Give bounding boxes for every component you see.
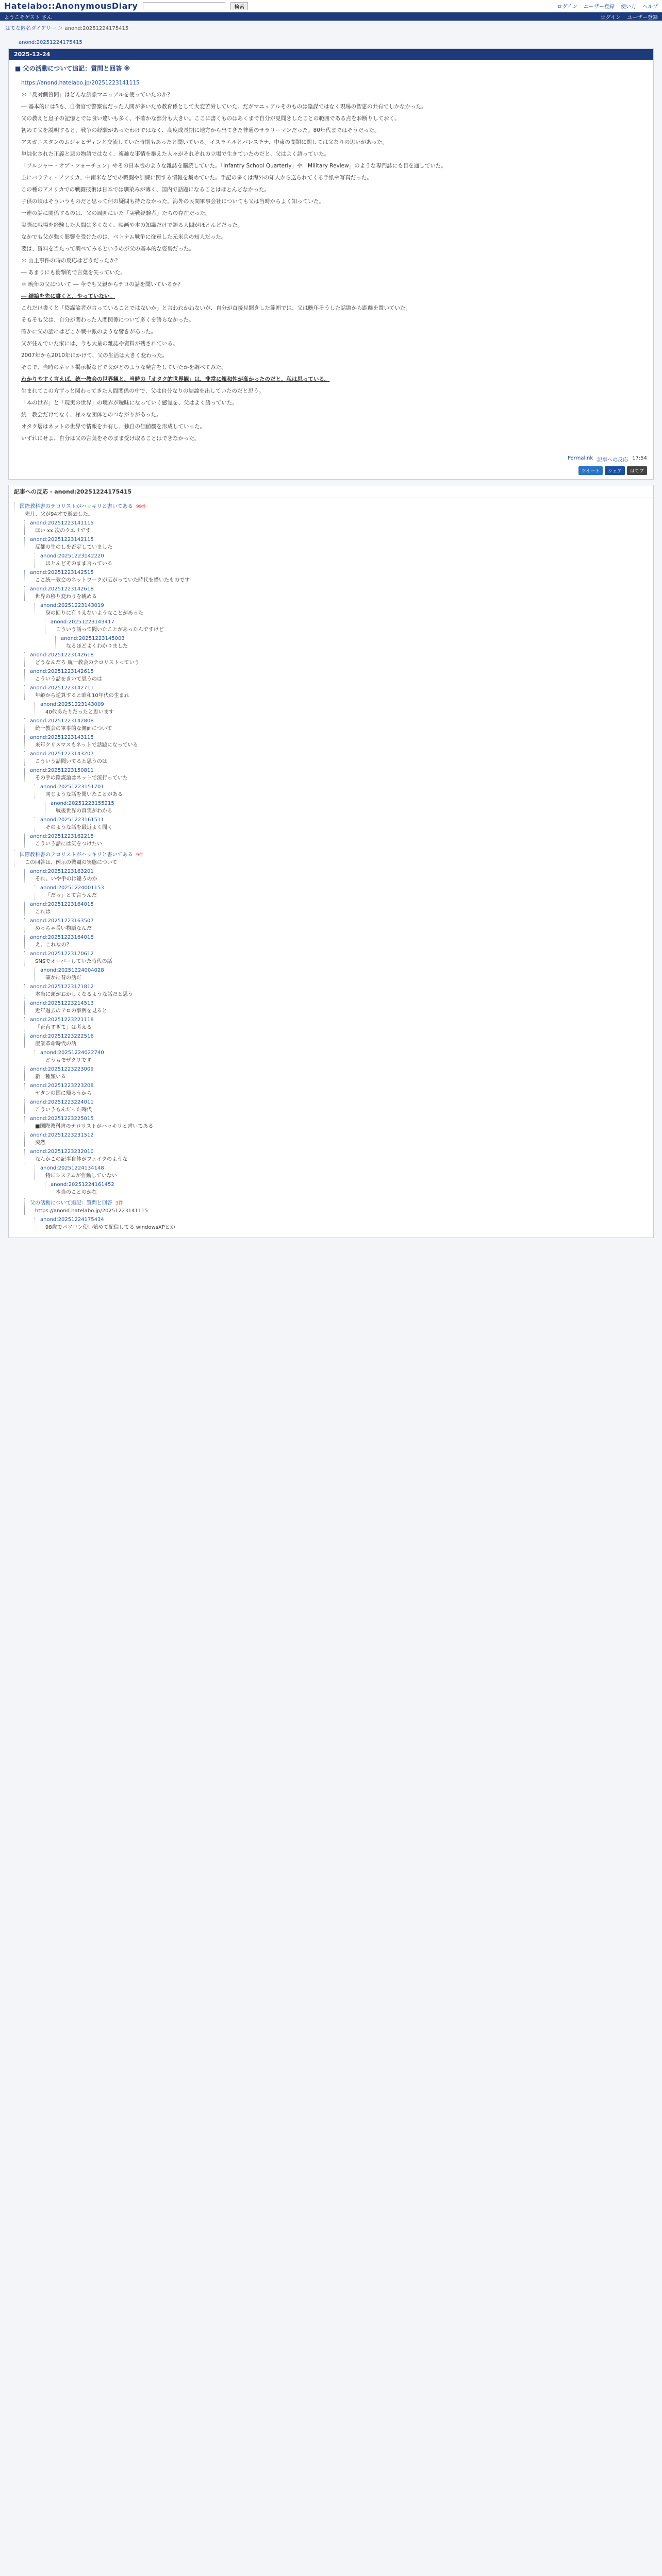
reaction-header	[30, 735, 648, 740]
entry-paragraph: ＊「反対側質問」はどんな訴訟マニュアルを使っていたのか？	[21, 92, 173, 98]
reaction-item	[35, 1050, 648, 1064]
reaction-text: 先月、父が94才で逝去した。	[25, 512, 93, 517]
entry-paragraph: 「本の世界」と「現実の世界」の境界が曖昧になっていく感覚を、父はよく語っていた。	[21, 400, 238, 406]
reaction-text: 同じような話を聞いたことがある	[45, 792, 123, 798]
entry-paragraph: オタク層はネットの世界で情報を共有し、独自の価値観を形成していった。	[21, 423, 205, 430]
entry-paragraph: 主にバラティ・アフリカ、中南米などでの戦闘や訓練に関する情報を集めていた。手記の多くは海外の知人から送られてくる手紙や写真だった。	[21, 175, 372, 181]
reaction-text: 近年過去のテロの事例を見ると	[35, 1008, 107, 1014]
top-nav	[557, 2, 658, 10]
reaction-link[interactable]: anond:20251223145003	[61, 636, 125, 641]
entry-paragraph: 初めて父を説明すると、戦争の経験があったわけではなく、高度成長期に地方から出てきた普通のサラリーマンだった。80年代まではそうだった。	[21, 127, 380, 133]
reaction-link[interactable]: anond:20251223161511	[40, 817, 104, 823]
entry-paragraph[interactable]: https://anond.hatelabo.jp/20251223141115	[21, 80, 140, 86]
reaction-link[interactable]: anond:20251223143019	[40, 603, 104, 608]
reaction-text: え、これなの？	[35, 942, 72, 948]
reaction-text: 98歳でパソコン使い始めて配信してる windowsXPとか	[45, 1225, 175, 1230]
reaction-text: 本当に頭がおかしくなるような話だと思う	[35, 992, 133, 997]
reaction-link[interactable]: anond:20251223143207	[30, 751, 94, 757]
reaction-item	[24, 570, 648, 584]
reaction-link[interactable]: anond:20251223141115	[30, 520, 94, 526]
reaction-item	[45, 801, 648, 815]
nav-help[interactable]: ヘルプ	[642, 4, 658, 10]
reaction-text: 「だっ」とて言うんだ	[45, 893, 97, 899]
breadcrumb-root[interactable]: はてな匿名ダイアリー	[5, 26, 57, 31]
reaction-text: 統一教会の軍事的な側面について	[35, 726, 112, 732]
reaction-link[interactable]: 国際教科書のテロリストがハッキリと書いてある	[20, 504, 133, 510]
entry-paragraph: 父が住んでいた家には、今も大量の雑誌や資料が残されている。	[21, 341, 178, 347]
reaction-text: ほい xx 次のクエリです	[35, 528, 91, 534]
permalink[interactable]: Permalink	[567, 455, 593, 461]
breadcrumb-sep: ＞	[58, 26, 63, 31]
reaction-text: SNSでオーバーしていた時代の話	[35, 959, 112, 964]
reaction-link[interactable]: anond:20251223142515	[30, 570, 94, 575]
reaction-text: 産業革命時代の話	[35, 1041, 76, 1047]
reaction-text: ほとんどそのまま言っている	[45, 561, 112, 567]
day-link[interactable]: anond:20251224175415	[19, 40, 82, 45]
reaction-header	[30, 1033, 648, 1039]
reaction-text: こういうもんだった時代	[35, 1107, 92, 1113]
reaction-text: どうなんだろ 統一教会のテロリストっていう	[35, 660, 140, 666]
reaction-item	[35, 784, 648, 799]
reaction-header	[20, 850, 648, 858]
reaction-header	[30, 951, 648, 957]
reaction-link[interactable]: anond:20251224001153	[40, 885, 104, 891]
reaction-text: 特にシステムが作動していない	[45, 1173, 117, 1179]
reaction-header	[30, 918, 648, 924]
reaction-text: どうもモザクリです	[45, 1058, 92, 1063]
reaction-item	[35, 1217, 648, 1231]
reaction-item	[24, 935, 648, 949]
reaction-item	[24, 1198, 648, 1215]
reaction-text: 確かに昔の話だ	[45, 975, 81, 981]
reaction-link[interactable]: anond:20251223151701	[40, 784, 104, 790]
reaction-link[interactable]: anond:20251223164015	[30, 902, 94, 907]
reaction-header	[40, 702, 648, 707]
reaction-item	[24, 951, 648, 965]
entry-paragraph: ― 結論を先に書くと、やっていない。	[21, 293, 115, 299]
reaction-item	[24, 1099, 648, 1114]
entry-paragraph: アスガニスタンのムジャヒディンと交流していた時期もあったと聞いている。イスラエルとパレスチナ、中東の問題に関しては父なりの思いがあった。	[21, 139, 388, 145]
entry-paragraph: なかでも父が強く影響を受けたのは、ベトナム戦争に従軍した元米兵の知人だった。	[21, 234, 227, 240]
reaction-text: ■国際教科書のテロリストがハッキリと書いてある	[35, 1124, 154, 1129]
reaction-header	[30, 1001, 648, 1006]
reaction-link[interactable]: 父の活動について追記：質問と回答	[30, 1200, 112, 1206]
reaction-item	[24, 1001, 648, 1015]
entry-paragraph: 一連の話に関係するのは、父の周囲にいた「実戦経験者」たちの存在だった。	[21, 210, 211, 216]
reaction-header	[30, 537, 648, 543]
entry-paragraph: 単純化された正義と悪の物語ではなく、複雑な事情を抱えた人々がそれぞれの立場で生きていたのだと、父はよく語っていた。	[21, 151, 330, 157]
reaction-link[interactable]: anond:20251223224011	[30, 1099, 94, 1105]
facebook-share-button[interactable]: シェア	[605, 466, 625, 475]
reaction-count-badge: 9件	[136, 853, 144, 858]
reaction-header	[30, 1116, 648, 1122]
reaction-item	[24, 1017, 648, 1031]
entry-paragraph: いずれにせよ、自分は父の言葉をそのまま受け取ることはできなかった。	[21, 435, 200, 442]
reaction-text: 新一種類いる	[35, 1074, 66, 1080]
reaction-item	[24, 834, 648, 848]
sub-register[interactable]: ユーザー登録	[627, 14, 658, 21]
reaction-item	[35, 885, 648, 900]
reaction-link[interactable]: anond:20251223143009	[40, 702, 104, 707]
reaction-link[interactable]: anond:20251223143115	[30, 735, 94, 740]
nav-howto[interactable]: 使い方	[621, 4, 636, 10]
reaction-item	[24, 669, 648, 683]
reaction-link[interactable]: anond:20251223171812	[30, 984, 94, 990]
reaction-text: こういう話って聞いたことがあったんですけど	[56, 627, 164, 633]
reaction-link[interactable]: anond:20251223222516	[30, 1033, 94, 1039]
reaction-link[interactable]: 国際教科書のテロリストがハッキリと書いてある	[20, 852, 133, 858]
reaction-link[interactable]: anond:20251223150811	[30, 768, 94, 773]
reaction-item	[24, 685, 648, 700]
reaction-header	[30, 570, 648, 575]
reaction-header	[51, 1182, 648, 1188]
reaction-header	[30, 935, 648, 940]
reaction-link[interactable]: anond:20251223142618	[30, 586, 94, 592]
reaction-item	[14, 850, 648, 867]
reaction-header	[30, 1132, 648, 1138]
nav-login[interactable]: ログイン	[557, 4, 577, 10]
reaction-count-badge: 3件	[115, 1201, 123, 1206]
reaction-text: 身の回りに有りえないようなことがあった	[45, 611, 143, 616]
entry-body	[9, 77, 653, 452]
entry-paragraph: ― 基本的にはSも、自衛官で警察官だった人間が多いため教育係として大変苦労していた。だがマニュアルそのものは陰謀ではなく現場の智恵の共有でしかなかった。	[21, 104, 427, 110]
entry-title[interactable]: ■ 父の活動について追記：質問と回答 ※	[15, 65, 130, 72]
entry-paragraph: 実際に戦場を経験した人間は多くなく、映画や本の知識だけで語る人間がほとんどだった。	[21, 222, 243, 228]
reaction-header	[30, 1149, 648, 1155]
reaction-header	[30, 685, 648, 691]
reaction-header	[30, 1099, 648, 1105]
reaction-item	[35, 702, 648, 716]
reaction-text: 40代あたりだったと思います	[45, 709, 114, 715]
reaction-item	[24, 751, 648, 766]
reaction-header	[40, 968, 648, 973]
reaction-link[interactable]: anond:20251223232010	[30, 1149, 94, 1155]
reaction-link[interactable]: anond:20251224022740	[40, 1050, 104, 1056]
reaction-header	[40, 784, 648, 790]
reaction-text: ここ統一教会のネットワークが広がっていた時代を描いたものです	[35, 578, 190, 583]
reaction-header	[30, 586, 648, 592]
reaction-item	[24, 1033, 648, 1048]
entry-paragraph: そもそも父は、自分が関わった人間関係について多くを語らなかった。	[21, 317, 194, 323]
entry-paragraph: 父の教えと息子の記憶とでは食い違いも多く、不確かな部分も大きい。ここに書くものはあくまで自分が見聞きしたことの範囲である点をお断りしておく。	[21, 115, 400, 122]
share-row	[9, 466, 653, 479]
reaction-header	[30, 1066, 648, 1072]
reaction-text: 突然	[35, 1140, 45, 1146]
reaction-header	[30, 1017, 648, 1023]
sub-bar	[0, 12, 662, 21]
reaction-link[interactable]: anond:20251223214513	[30, 1001, 94, 1006]
entry-paragraph: 「ソルジャー・オブ・フォーチュン」やその日本版のような雑誌を購読していた。「Infantry School Quarterly」や「Military Review」のような専門誌にも目を通していた。	[21, 163, 446, 169]
reaction-item	[24, 520, 648, 535]
entry-paragraph: そこで、当時のネット掲示板などで父がどのような発言をしていたかを調べてみた。	[21, 364, 227, 370]
reaction-item	[24, 652, 648, 667]
content	[0, 40, 662, 1238]
reaction-text: 来年クリスマスもネットで話題になっている	[35, 742, 138, 748]
reaction-header	[30, 751, 648, 757]
reaction-link[interactable]: anond:20251223142220	[40, 553, 104, 559]
reaction-link[interactable]: anond:20251223142115	[30, 537, 94, 543]
reaction-link[interactable]: anond:20251223143417	[51, 619, 114, 625]
reaction-header	[40, 553, 648, 559]
reaction-header	[51, 619, 648, 625]
reaction-link[interactable]: anond:20251224134148	[40, 1165, 104, 1171]
reaction-item	[35, 1165, 648, 1180]
reaction-item	[24, 768, 648, 782]
reaction-link[interactable]: anond:20251223221118	[30, 1017, 94, 1023]
reaction-text: https://anond.hatelabo.jp/20251223141115	[35, 1208, 148, 1214]
top-bar	[0, 0, 662, 12]
entry-paragraph: 統一教会だけでなく、様々な団体とのつながりがあった。	[21, 412, 162, 418]
entry-paragraph: 2007年から2010年にかけて、父の生活は大きく変わった。	[21, 352, 168, 359]
reaction-item	[24, 1116, 648, 1130]
reaction-text: こういう話聞いてると思うのは	[35, 759, 107, 765]
reaction-header	[30, 1083, 648, 1089]
sub-nav	[601, 13, 658, 21]
reaction-header	[40, 603, 648, 608]
reaction-header	[30, 1198, 648, 1206]
reaction-text: 世界の移り変わりを眺める	[35, 594, 97, 600]
reaction-header	[51, 801, 648, 806]
reaction-link[interactable]: anond:20251223162215	[30, 834, 94, 839]
search-input[interactable]	[143, 2, 225, 10]
reaction-header	[61, 636, 648, 641]
reaction-header	[40, 1165, 648, 1171]
reaction-item	[24, 984, 648, 998]
reaction-item	[24, 869, 648, 883]
reaction-link[interactable]: anond:20251223231512	[30, 1132, 94, 1138]
reaction-link[interactable]: anond:20251223170612	[30, 951, 94, 957]
reaction-item	[35, 817, 648, 832]
reaction-header	[30, 834, 648, 839]
breadcrumb	[0, 21, 662, 35]
entry	[8, 48, 654, 480]
reaction-item	[55, 636, 648, 650]
reaction-header	[30, 984, 648, 990]
entry-time: 17:54	[632, 455, 647, 461]
nav-register[interactable]: ユーザー登録	[584, 4, 615, 10]
reaction-item	[35, 553, 648, 568]
reaction-header	[30, 902, 648, 907]
reaction-text: なるほどよくわかりました	[66, 643, 128, 649]
reaction-item	[24, 902, 648, 916]
site-logo[interactable]: Hatelabo::AnonymousDiary	[4, 1, 138, 11]
search-button[interactable]: 検索	[230, 2, 248, 10]
entry-paragraph: この種のアメリカでの戦闘技術は日本では馴染みが薄く、国内で話題になることはほとんどなかった。	[21, 187, 270, 193]
reaction-link[interactable]: anond:20251223163507	[30, 918, 94, 924]
reactions-section	[8, 485, 654, 1238]
reaction-item	[35, 968, 648, 982]
reactions-header: 記事への反応 - anond:20251224175415	[9, 485, 653, 498]
reaction-link[interactable]: anond:20251223142808	[30, 718, 94, 724]
entry-paragraph: 確かに父の話にはどこか戦中派のような響きがあった。	[21, 329, 157, 335]
reaction-text: ヤタンの国に帰ろうから	[35, 1091, 92, 1096]
entry-paragraph: ― あまりにも衝撃的で言葉を失っていた。	[21, 269, 126, 276]
reaction-item	[24, 1083, 648, 1097]
entry-paragraph: 要は、資料を当たって調べてみるというのが父の基本的な姿勢だった。	[21, 246, 194, 252]
reaction-text: なんかこの記事自体がフェイクのような	[35, 1157, 128, 1162]
reactions-tree	[9, 498, 653, 1238]
reaction-header	[40, 1050, 648, 1056]
tweet-button[interactable]: ツイート	[578, 466, 603, 475]
entry-footer	[9, 452, 653, 466]
reaction-item	[24, 718, 648, 733]
reaction-header	[40, 885, 648, 891]
reaction-item	[45, 619, 648, 634]
reaction-item	[24, 586, 648, 601]
reaction-link[interactable]: anond:20251224004028	[40, 968, 104, 973]
entry-paragraph: ＊ 晩年の父について ― 今でも父親からテロの話を聞いているか？	[21, 281, 184, 287]
reaction-link[interactable]: anond:20251223142618	[30, 652, 94, 658]
entry-paragraph: 子供の頃はそういうものだと思って何の疑問も持たなかった。海外の民間軍事会社についても父は当時からよく知っていた。	[21, 198, 324, 205]
reaction-link[interactable]: anond:20251223164018	[30, 935, 94, 940]
reaction-text: 年齢から逆算すると昭和10年代の生まれ	[35, 693, 129, 699]
reaction-text: そのような話を最近よく聞く	[45, 825, 112, 831]
reaction-link[interactable]: anond:20251223223009	[30, 1066, 94, 1072]
reaction-header	[30, 869, 648, 874]
reaction-text: これは	[35, 909, 51, 915]
reaction-header	[30, 768, 648, 773]
reaction-header	[30, 520, 648, 526]
reaction-link[interactable]: anond:20251223155215	[51, 801, 114, 806]
reaction-link[interactable]: anond:20251223163201	[30, 869, 94, 874]
reaction-text: それ、いや手のは違うのか	[35, 876, 97, 882]
reaction-link[interactable]: anond:20251223223208	[30, 1083, 94, 1089]
reaction-text: 反都の生のしを否定していました	[35, 545, 112, 550]
reaction-item	[24, 537, 648, 551]
reaction-link[interactable]: anond:20251224175434	[40, 1217, 104, 1223]
reaction-text: 本当のことのかな	[56, 1190, 97, 1195]
reaction-text: こういう話には気をつけたい	[35, 841, 102, 847]
reaction-item	[35, 603, 648, 617]
sub-login[interactable]: ログイン	[600, 14, 621, 21]
reaction-link[interactable]: anond:20251223142711	[30, 685, 94, 691]
reaction-text: この回答は、例示の戦闘の実態について	[25, 860, 118, 866]
reaction-text: 「正直すぎて」は考える	[35, 1025, 92, 1030]
reaction-header	[40, 817, 648, 823]
reaction-item	[24, 918, 648, 933]
recent-reactions-link[interactable]: 記事への反応	[597, 457, 628, 463]
entry-paragraph: これだけ書くと「陰謀論者が言っていることではないか」と言われかねないが、自分が直接見聞きした範囲では、父は晩年そうした話題から距離を置いていた。	[21, 305, 411, 311]
reaction-header	[40, 1217, 648, 1223]
reaction-header	[30, 669, 648, 674]
reaction-link[interactable]: anond:20251223225015	[30, 1116, 94, 1122]
reaction-header	[30, 718, 648, 724]
hatena-bookmark-button[interactable]: はてブ	[627, 466, 647, 475]
reaction-item	[24, 1066, 648, 1081]
reaction-text: こういう話をきいて思うのは	[35, 676, 102, 682]
reaction-item	[45, 1182, 648, 1196]
reaction-link[interactable]: anond:20251223142615	[30, 669, 94, 674]
breadcrumb-current: anond:20251224175415	[64, 26, 129, 31]
reaction-item	[24, 1149, 648, 1163]
reaction-header	[20, 502, 648, 510]
reaction-header	[30, 652, 648, 658]
reaction-item	[14, 502, 648, 518]
entry-paragraph: ＊ 山上事件の時の反応はどうだったか？	[21, 258, 121, 264]
reaction-text: その手の陰謀論はネットで流行っていた	[35, 775, 128, 781]
reaction-item	[24, 1132, 648, 1147]
entry-paragraph: 生まれてこの方ずっと関わってきた人間関係の中で、父は自分なりの結論を出していたのだと思う。	[21, 388, 264, 394]
reaction-text: めっちゃ長い物語なんだ	[35, 926, 92, 931]
reaction-count-badge: 99件	[136, 504, 147, 510]
reaction-link[interactable]: anond:20251224161452	[51, 1182, 114, 1188]
entry-paragraph: わかりやすく言えば、統一教会の世界観と、当時の「オタク的世界観」は、非常に親和性が高かったのだと、私は思っている。	[21, 376, 330, 382]
entry-date: 2025-12-24	[9, 49, 653, 60]
welcome-text: ようこそゲスト さん	[4, 14, 52, 21]
reaction-item	[24, 735, 648, 749]
reaction-text: 戦後世界の真実がわかる	[56, 808, 112, 814]
